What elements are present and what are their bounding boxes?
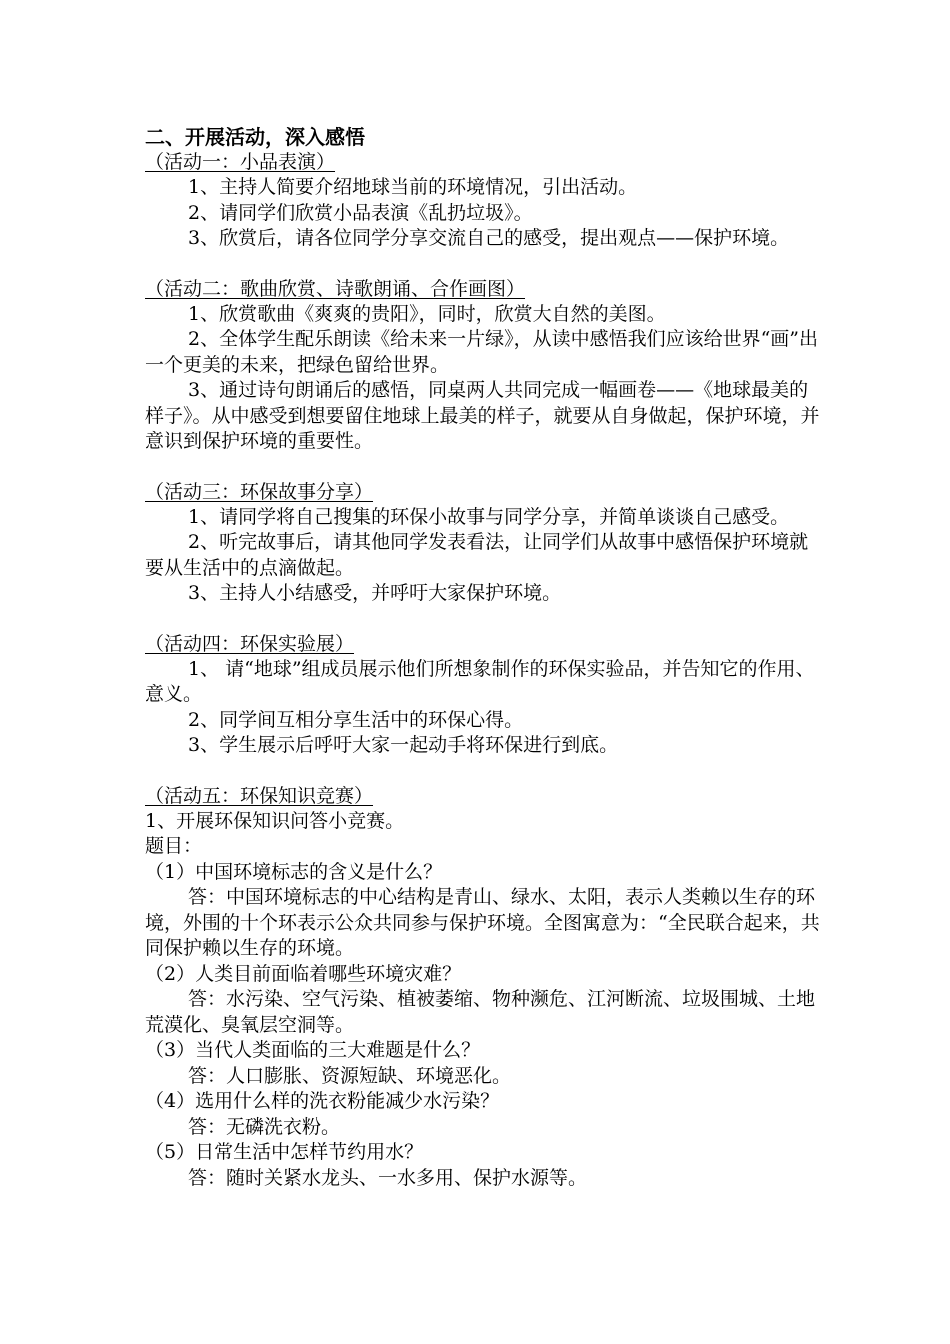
quiz-question: （2）人类目前面临着哪些环境灾难？ xyxy=(145,962,462,985)
list-item: 3、欣赏后，请各位同学分享交流自己的感受，提出观点——保护环境。 xyxy=(188,227,790,249)
list-item: 1、 请“地球”组成员展示他们所想象制作的环保实验品，并告知它的作用、意义。 xyxy=(145,657,815,705)
list-item: 3、通过诗句朗诵后的感悟，同桌两人共同完成一幅画卷——《地球最美的样子》。从中感受到想要留住地球上最美的样子，就要从自身做起，保护环境，并意识到保护环境的重要性。 xyxy=(145,379,820,452)
quiz-answer: 答：随时关紧水龙头、一水多用、保护水源等。 xyxy=(188,1166,588,1189)
list-item: 2、全体学生配乐朗读《给未来一片绿》，从读中感悟我们应该给世界“画”出一个更美的未来，把绿色留给世界。 xyxy=(145,328,819,376)
list-item: 3、主持人小结感受，并呼吁大家保护环境。 xyxy=(188,582,562,604)
quiz-answer: 答：人口膨胀、资源短缺、环境恶化。 xyxy=(188,1064,512,1087)
list-item: 2、同学间互相分享生活中的环保心得。 xyxy=(188,708,524,731)
list-item: 1、欣赏歌曲《爽爽的贵阳》，同时，欣赏大自然的美图。 xyxy=(188,302,666,325)
quiz-answer: 答：水污染、空气污染、植被萎缩、物种濒危、江河断流、垃圾围城、土地荒漠化、臭氧层空洞等。 xyxy=(145,988,816,1036)
list-item: 2、请同学们欣赏小品表演《乱扔垃圾》。 xyxy=(188,201,533,224)
activity-title: （活动五：环保知识竞赛） xyxy=(145,784,374,807)
quiz-topic-label: 题目： xyxy=(145,835,203,857)
list-item: 1、请同学将自己搜集的环保小故事与同学分享，并简单谈谈自己感受。 xyxy=(188,505,790,528)
activity-title: （活动二：歌曲欣赏、诗歌朗诵、合作画图） xyxy=(145,277,526,300)
activity-two xyxy=(145,277,825,455)
list-item: 1、主持人简要介绍地球当前的环境情况，引出活动。 xyxy=(188,176,638,198)
document-body xyxy=(145,124,825,1191)
activity-three xyxy=(145,480,825,607)
quiz-answer: 答：无磷洗衣粉。 xyxy=(188,1115,341,1138)
activity-title: （活动三：环保故事分享） xyxy=(145,480,374,503)
section-heading: 二、开展活动，深入感悟 xyxy=(145,125,365,149)
activity-title: （活动四：环保实验展） xyxy=(145,632,355,655)
quiz-question: （4）选用什么样的洗衣粉能减少水污染？ xyxy=(145,1090,500,1112)
quiz-intro: 1、开展环保知识问答小竞赛。 xyxy=(145,809,405,832)
list-item: 3、学生展示后呼吁大家一起动手将环保进行到底。 xyxy=(188,734,619,756)
activity-four xyxy=(145,632,825,759)
list-item: 2、听完故事后，请其他同学发表看法，让同学们从故事中感悟保护环境就要从生活中的点滴做起。 xyxy=(145,531,809,579)
activity-five xyxy=(145,784,825,1192)
quiz-question: （3）当代人类面临的三大难题是什么？ xyxy=(145,1039,481,1061)
quiz-question: （5）日常生活中怎样节约用水？ xyxy=(145,1141,424,1163)
quiz-answer: 答：中国环境标志的中心结构是青山、绿水、太阳，表示人类赖以生存的环境，外围的十个环表示公众共同参与保护环境。全图寓意为：“全民联合起来，共同保护赖以生存的环境。 xyxy=(145,886,820,959)
quiz-question: （1）中国环境标志的含义是什么？ xyxy=(145,860,443,883)
activity-one xyxy=(145,150,825,252)
activity-title: （活动一：小品表演） xyxy=(145,151,336,173)
